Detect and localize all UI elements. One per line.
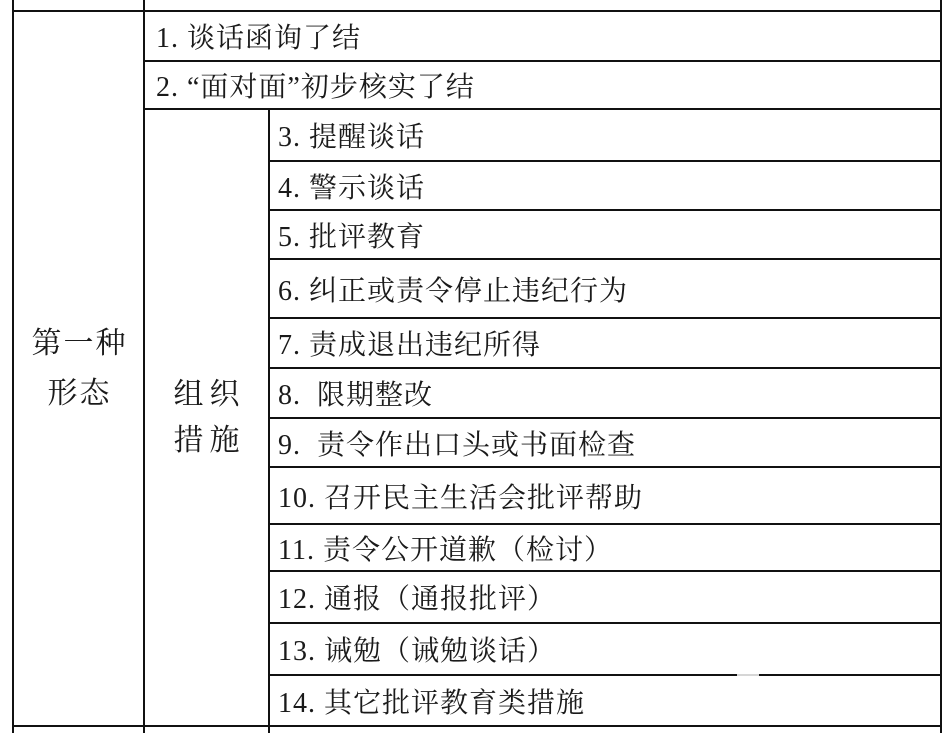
form-type-line2: 形态 <box>47 376 112 410</box>
row-item-1: 1. 谈话函询了结 <box>156 23 362 54</box>
measure-type-line2: 措施 <box>173 423 246 457</box>
row-item-3: 3. 提醒谈话 <box>278 122 426 153</box>
row-item-4: 4. 警示谈话 <box>278 172 426 204</box>
row-item-8: 8. 限期整改 <box>278 380 434 411</box>
form-type-cell <box>14 12 143 725</box>
row-item-9: 9. 责令作出口头或书面检查 <box>278 429 637 461</box>
row-item-13: 13. 诫勉（诫勉谈话） <box>278 636 557 667</box>
measure-type-line1: 组织 <box>173 377 246 411</box>
row-item-5: 5. 批评教育 <box>278 221 426 253</box>
measure-type-cell <box>145 110 268 725</box>
form-type-line1: 第一种 <box>31 326 128 360</box>
row-item-6: 6. 纠正或责令停止违纪行为 <box>278 275 629 307</box>
row-item-10: 10. 召开民主生活会批评帮助 <box>278 482 644 514</box>
row-item-12: 12. 通报（通报批评） <box>278 584 557 615</box>
row-item-2: 2. “面对面”初步核实了结 <box>156 72 475 103</box>
row-item-11: 11. 责令公开道歉（检讨） <box>278 534 613 566</box>
row-item-7: 7. 责成退出违纪所得 <box>278 330 542 361</box>
row-item-14: 14. 其它批评教育类措施 <box>278 687 586 719</box>
row-divider-bottom <box>12 725 942 727</box>
